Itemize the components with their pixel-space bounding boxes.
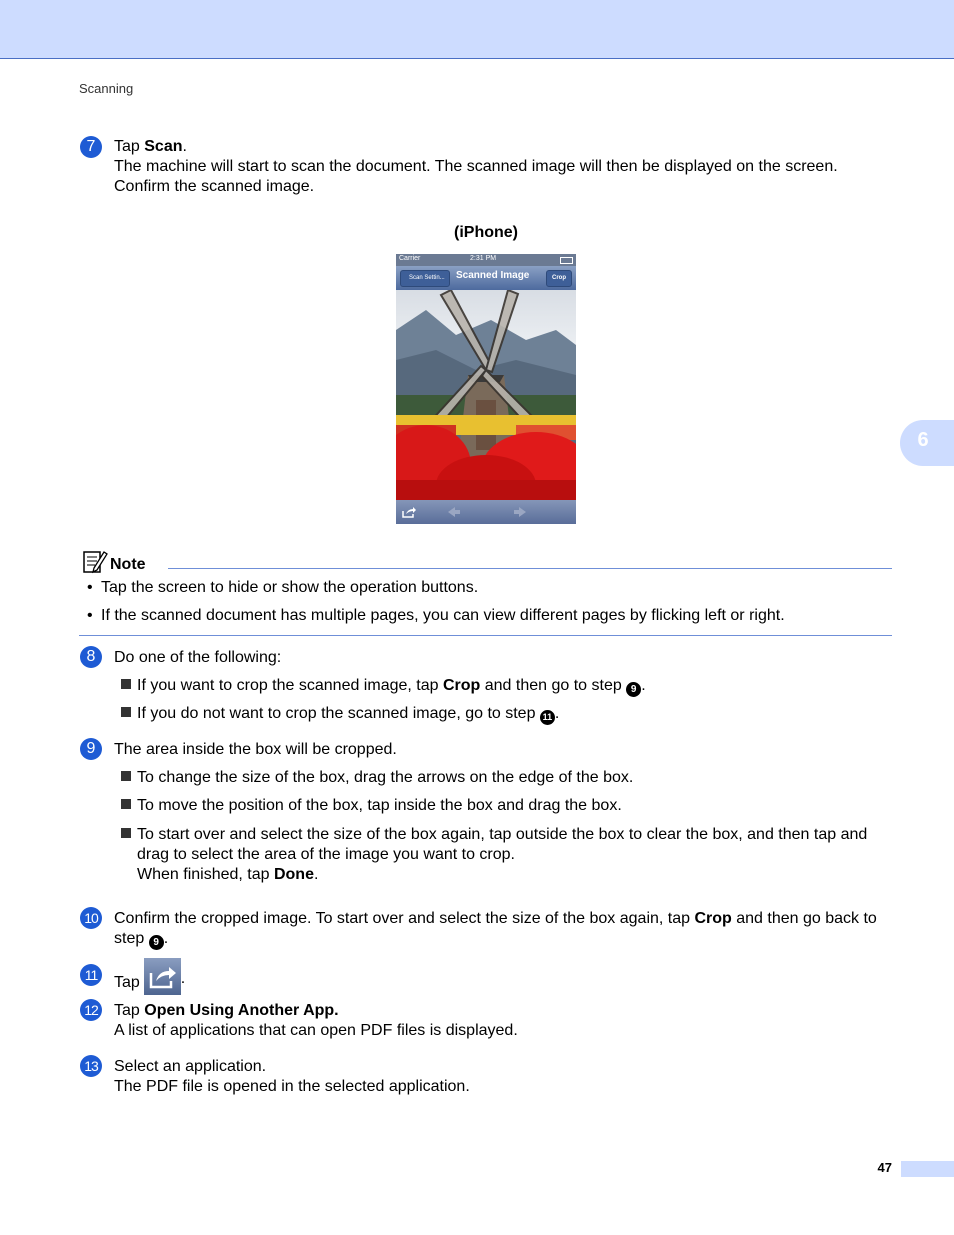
nav-bar xyxy=(396,266,576,290)
share-button xyxy=(144,958,181,995)
option-text: and then go to step xyxy=(480,677,627,694)
step-7-tap: Tap xyxy=(114,138,145,155)
note-title: Note xyxy=(110,556,146,573)
option-text: If you want to crop the scanned image, tap xyxy=(137,677,443,694)
step-13-description: The PDF file is opened in the selected application. xyxy=(114,1078,470,1095)
battery-icon xyxy=(560,257,573,264)
item-text: To start over and select the size of the box again, tap outside the box to clear the box, and then tap and drag to select the area of the image you want to crop. xyxy=(137,826,868,863)
note-heading xyxy=(82,549,146,580)
step-12-marker: 12 xyxy=(80,999,102,1021)
share-icon xyxy=(144,958,181,995)
step-9-intro: The area inside the box will be cropped. xyxy=(114,741,397,758)
finish-text: When finished, tap xyxy=(137,866,274,883)
step-ref-11: 11 xyxy=(540,710,555,725)
step-12-description: A list of applications that can open PDF files is displayed. xyxy=(114,1022,518,1039)
step-7 xyxy=(114,137,904,197)
option-text: If you do not want to crop the scanned image, go to step xyxy=(137,705,540,722)
step-10-marker: 10 xyxy=(80,907,102,929)
open-using-another-app-label: Open Using Another App. xyxy=(144,1002,339,1019)
done-label: Done xyxy=(273,866,314,883)
note-icon xyxy=(82,549,108,575)
section-label: Scanning xyxy=(79,81,134,96)
step-9-item xyxy=(121,796,891,816)
page-number: 47 xyxy=(877,1160,892,1175)
chapter-tab xyxy=(900,420,954,466)
back-button[interactable]: Scan Settin... xyxy=(400,270,450,287)
crop-label: Crop xyxy=(442,677,481,694)
item-text: To move the position of the box, tap inside the box and drag the box. xyxy=(137,797,622,814)
step-11-marker: 11 xyxy=(80,964,102,986)
scan-label: Scan xyxy=(144,138,183,155)
share-icon[interactable] xyxy=(402,506,416,518)
step-11-tap: Tap xyxy=(114,974,140,991)
step-7-marker: 7 xyxy=(80,136,102,158)
step-12 xyxy=(114,1001,904,1041)
note-bullet-text: If the scanned document has multiple pages, you can view different pages by flicking left or right. xyxy=(101,607,785,624)
item-text: To change the size of the box, drag the arrows on the edge of the box. xyxy=(137,769,634,786)
header-band xyxy=(0,0,954,59)
step-10-text: Confirm the cropped image. To start over and select the size of the box again, tap xyxy=(114,910,695,927)
step-9-finish xyxy=(137,865,897,885)
crop-button[interactable]: Crop xyxy=(546,270,572,287)
chapter-number: 6 xyxy=(917,429,929,451)
finish-period: . xyxy=(313,866,319,883)
step-8-option: If you want to crop the scanned image, tap Crop and then go to step 9 . xyxy=(121,676,891,696)
windmill-photo xyxy=(396,290,576,500)
step-13-instruction: Select an application. xyxy=(114,1058,267,1075)
step-8-intro: Do one of the following: xyxy=(114,649,282,666)
previous-page-icon[interactable] xyxy=(448,507,460,517)
step-7-confirm: Confirm the scanned image. xyxy=(114,178,315,195)
step-13-marker: 13 xyxy=(80,1055,102,1077)
status-carrier: Carrier xyxy=(399,255,421,262)
step-ref-9: 9 xyxy=(626,682,641,697)
next-page-icon[interactable] xyxy=(514,507,526,517)
step-9-item xyxy=(121,825,891,863)
figure-caption: (iPhone) xyxy=(454,224,518,241)
nav-title: Scanned Image xyxy=(456,270,530,281)
iphone-screenshot xyxy=(396,254,576,524)
step-7-description: The machine will start to scan the document. The scanned image will then be displayed on the screen. xyxy=(114,158,838,175)
footer-band xyxy=(901,1161,954,1177)
crop-label: Crop xyxy=(694,910,732,927)
note-divider-bottom xyxy=(79,635,892,636)
step-13 xyxy=(114,1057,904,1097)
step-7-period: . xyxy=(182,138,187,155)
step-10: Confirm the cropped image. To start over and select the size of the box again, tap Crop and then go back to step 9 . xyxy=(114,910,877,948)
note-bullet-text: Tap the screen to hide or show the operation buttons. xyxy=(101,579,479,596)
step-9-marker: 9 xyxy=(80,738,102,760)
step-9-item xyxy=(121,768,891,788)
status-bar xyxy=(396,254,576,266)
status-time: 2:31 PM xyxy=(470,255,497,262)
step-10-text: and then go back to step xyxy=(114,910,877,947)
scanned-image[interactable] xyxy=(396,290,576,500)
step-8-marker: 8 xyxy=(80,646,102,668)
note-divider-top xyxy=(168,568,892,569)
step-11: Tap . xyxy=(114,958,904,995)
step-8-option: If you do not want to crop the scanned image, go to step 11 . xyxy=(121,704,891,724)
photo-toolbar xyxy=(396,500,576,524)
step-ref-9: 9 xyxy=(149,935,164,950)
step-12-tap: Tap xyxy=(114,1002,145,1019)
